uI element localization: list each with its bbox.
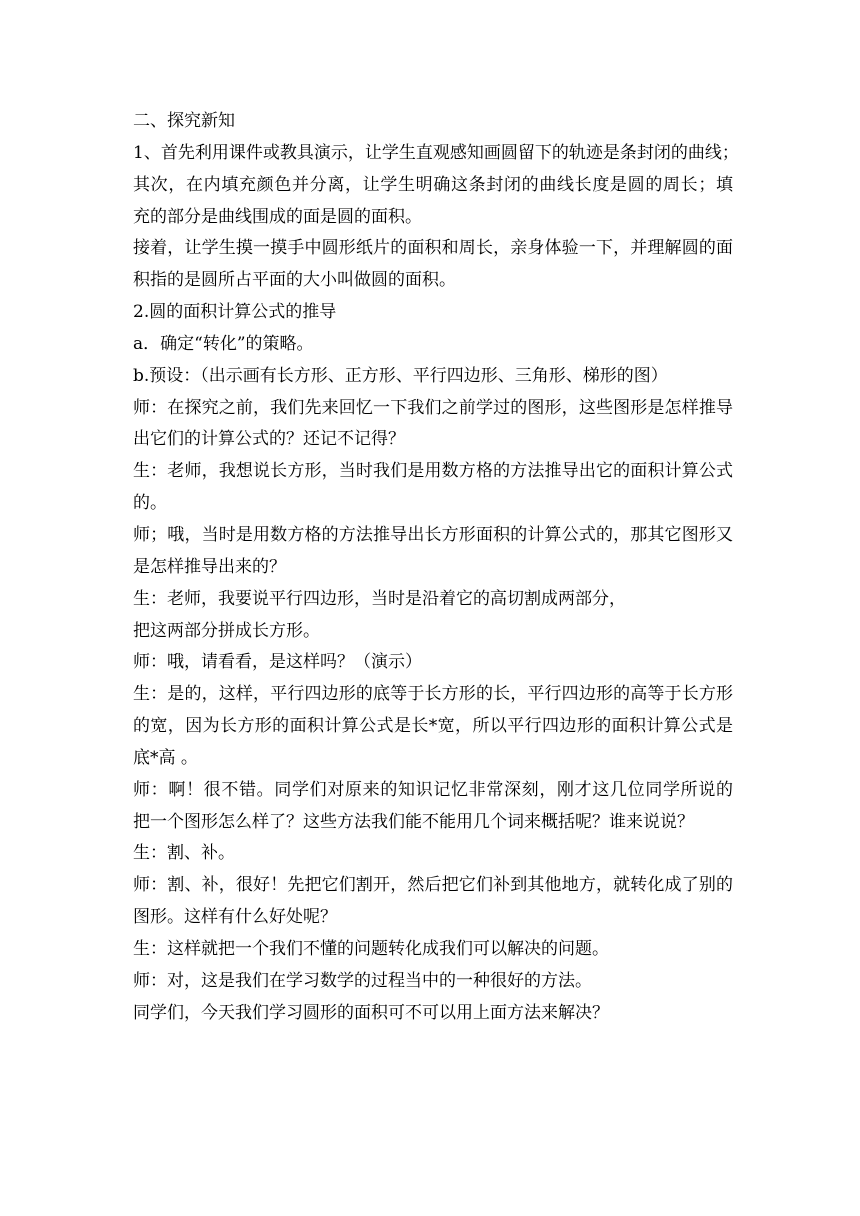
paragraph-line: 把这两部分拼成长方形。 [133, 620, 320, 641]
paragraph-line: 生：老师，我想说长方形，当时我们是用数方格的方法推导出它的面积计算公式 [133, 461, 733, 482]
paragraph-line: 底*高 。 [133, 747, 198, 768]
paragraph-line: 1、首先利用课件或教具演示，让学生直观感知画圆留下的轨迹是条封闭的曲线； [133, 142, 739, 163]
paragraph-line: 把一个图形怎么样了？这些方法我们能不能用几个词来概括呢？谁来说说？ [133, 811, 694, 832]
paragraph-line: 师；哦，当时是用数方格的方法推导出长方形面积的计算公式的，那其它图形又 [133, 524, 733, 545]
paragraph-line: 其次，在内填充颜色并分离，让学生明确这条封闭的曲线长度是圆的周长；填 [133, 174, 733, 195]
paragraph-line: 出它们的计算公式的？还记不记得？ [133, 429, 405, 450]
document-body [133, 106, 739, 1029]
paragraph-line: 生：割、补。 [133, 843, 235, 864]
paragraph-line: 的。 [133, 493, 167, 514]
paragraph-line: 充的部分是曲线围成的面是圆的面积。 [133, 206, 422, 227]
paragraph-line: 师：割、补，很好！先把它们割开，然后把它们补到其他地方，就转化成了别的 [133, 875, 733, 896]
paragraph-line: 师：啊！很不错。同学们对原来的知识记忆非常深刻，刚才这几位同学所说的 [133, 779, 733, 800]
paragraph-line: 二、探究新知 [133, 111, 235, 131]
paragraph-line: 生：老师，我要说平行四边形，当时是沿着它的高切割成两部分， [133, 588, 626, 609]
paragraph-line: 的宽，因为长方形的面积计算公式是长*宽，所以平行四边形的面积计算公式是 [133, 716, 733, 737]
paragraph-line: 积指的是圆所占平面的大小叫做圆的面积。 [133, 270, 456, 291]
paragraph-line: 师：对，这是我们在学习数学的过程当中的一种很好的方法。 [133, 970, 592, 991]
paragraph-line: 2.圆的面积计算公式的推导 [133, 302, 337, 323]
paragraph-line: 图形。这样有什么好处呢？ [133, 907, 337, 928]
paragraph-line: b.预设：（出示画有长方形、正方形、平行四边形、三角形、梯形的图） [133, 365, 668, 386]
paragraph-line: 生：这样就把一个我们不懂的问题转化成我们可以解决的问题。 [133, 938, 609, 959]
paragraph-line: 师：哦，请看看，是这样吗？（演示） [133, 652, 422, 673]
paragraph-line: 接着，让学生摸一摸手中圆形纸片的面积和周长，亲身体验一下，并理解圆的面 [133, 238, 733, 259]
paragraph-line: a．确定“转化”的策略。 [133, 333, 314, 354]
paragraph-line: 是怎样推导出来的？ [133, 556, 286, 577]
paragraph-line: 同学们，今天我们学习圆形的面积可不可以用上面方法来解决？ [133, 1002, 609, 1023]
paragraph-line: 生：是的，这样，平行四边形的底等于长方形的长，平行四边形的高等于长方形 [133, 684, 733, 705]
paragraph-line: 师：在探究之前，我们先来回忆一下我们之前学过的图形，这些图形是怎样推导 [133, 397, 733, 418]
